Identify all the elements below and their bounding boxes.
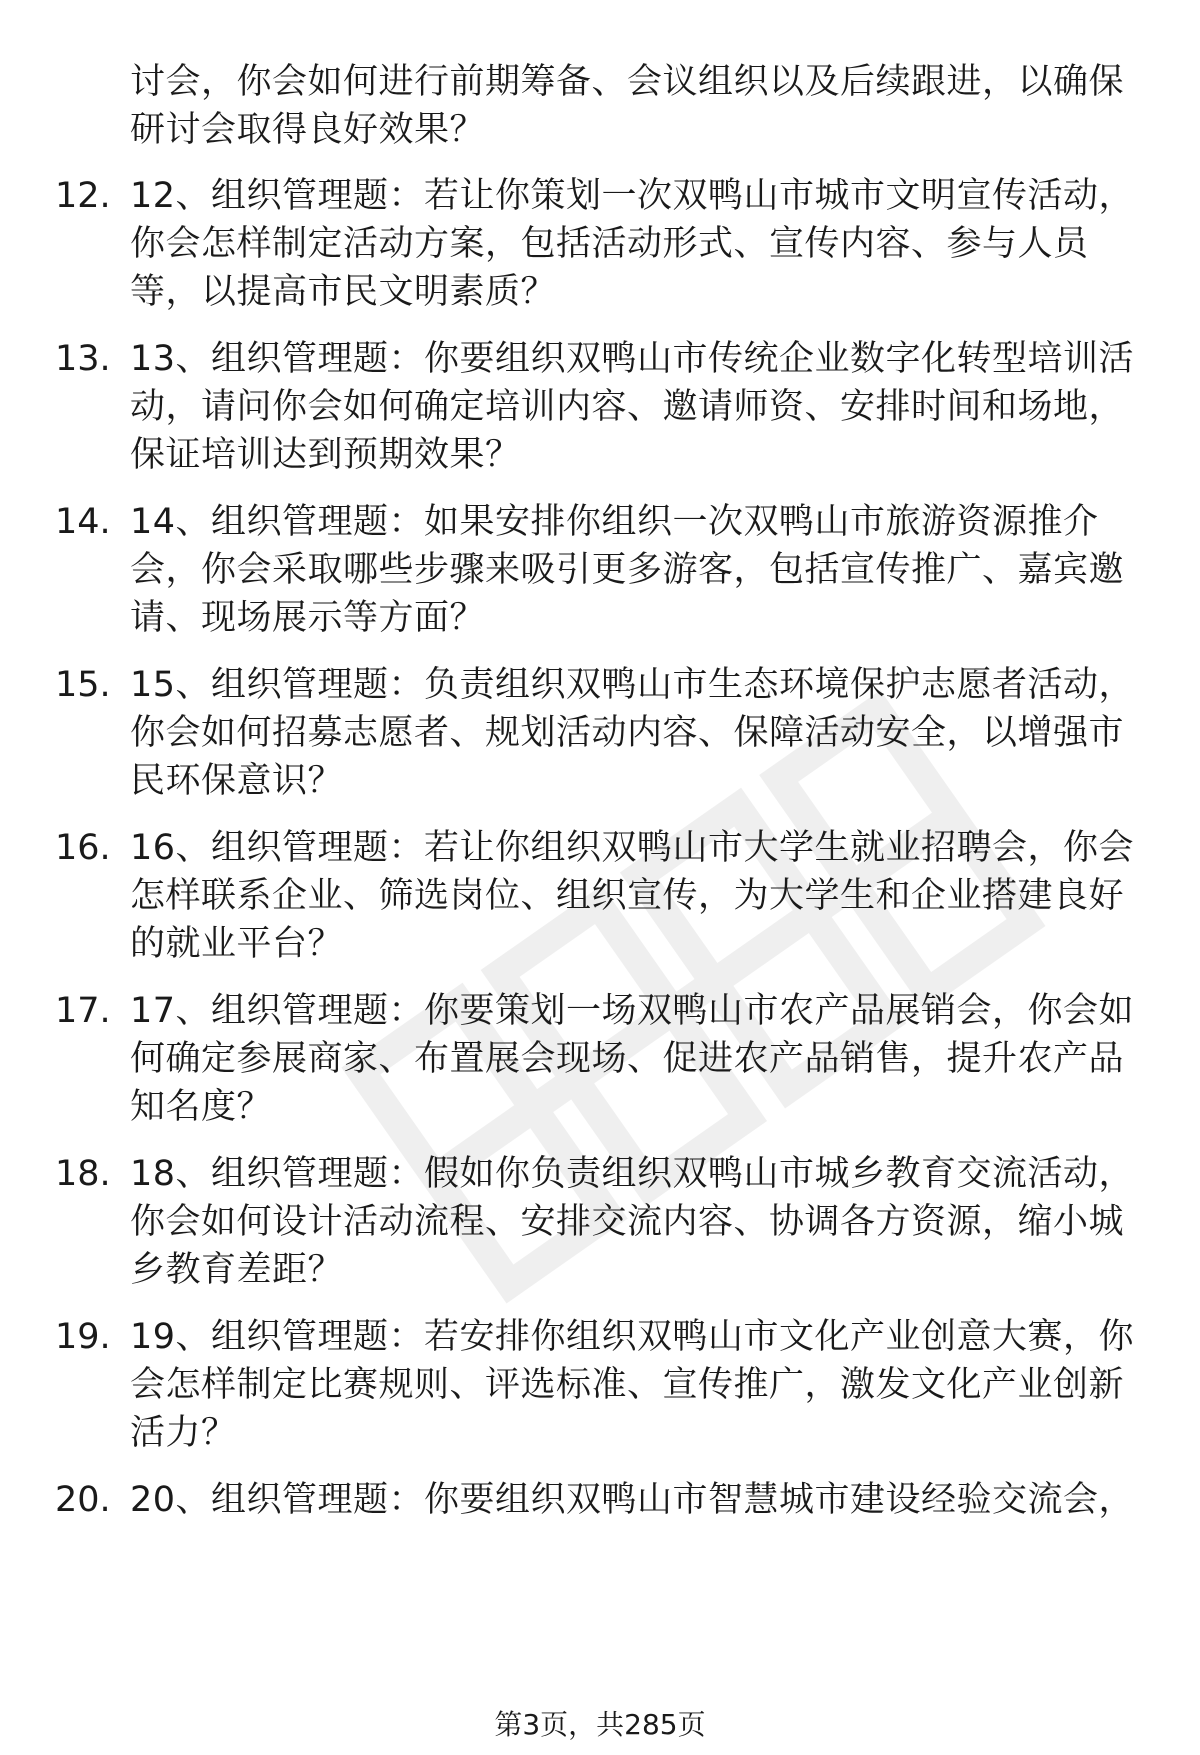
list-item-number: 13. (55, 339, 111, 379)
list-item-text: 17、组织管理题：你要策划一场双鸭山市农产品展销会，你会如何确定参展商家、布置展会现场、促进农产品销售，提升农产品知名度？ (130, 991, 1135, 1127)
list-item-text: 13、组织管理题：你要组织双鸭山市传统企业数字化转型培训活动，请问你会如何确定培训内容、邀请师资、安排时间和场地，保证培训达到预期效果？ (130, 339, 1135, 475)
list-item-number: 14. (55, 502, 111, 542)
list-item-text: 15、组织管理题：负责组织双鸭山市生态环境保护志愿者活动，你会如何招募志愿者、规划活动内容、保障活动安全，以增强市民环保意识？ (130, 665, 1135, 801)
list-item-text: 19、组织管理题：若安排你组织双鸭山市文化产业创意大赛，你会怎样制定比赛规则、评选标准、宣传推广，激发文化产业创新活力？ (130, 1317, 1135, 1453)
list-item-number: 19. (55, 1317, 111, 1357)
list-item-text: 20、组织管理题：你要组织双鸭山市智慧城市建设经验交流会， (130, 1480, 1135, 1520)
continuation-paragraph: 讨会，你会如何进行前期筹备、会议组织以及后续跟进，以确保研讨会取得良好效果？ (130, 62, 1125, 150)
list-item-text: 16、组织管理题：若让你组织双鸭山市大学生就业招聘会，你会怎样联系企业、筛选岗位、组织宣传，为大学生和企业搭建良好的就业平台？ (130, 828, 1135, 964)
list-item-number: 18. (55, 1154, 111, 1194)
list-item-text: 14、组织管理题：如果安排你组织一次双鸭山市旅游资源推介会，你会采取哪些步骤来吸引更多游客，包括宣传推广、嘉宾邀请、现场展示等方面？ (130, 502, 1125, 638)
page-footer: 第3页，共285页 (494, 1708, 706, 1741)
list-item-number: 15. (55, 665, 111, 705)
list-item-number: 17. (55, 991, 111, 1031)
list-item-number: 16. (55, 828, 111, 868)
list-item-text: 12、组织管理题：若让你策划一次双鸭山市城市文明宣传活动，你会怎样制定活动方案，包括活动形式、宣传内容、参与人员等，以提高市民文明素质？ (130, 176, 1135, 312)
list-item-number: 12. (55, 176, 111, 216)
list-item-number: 20. (55, 1480, 111, 1520)
list-item-text: 18、组织管理题：假如你负责组织双鸭山市城乡教育交流活动，你会如何设计活动流程、安排交流内容、协调各方资源，缩小城乡教育差距？ (130, 1154, 1135, 1290)
